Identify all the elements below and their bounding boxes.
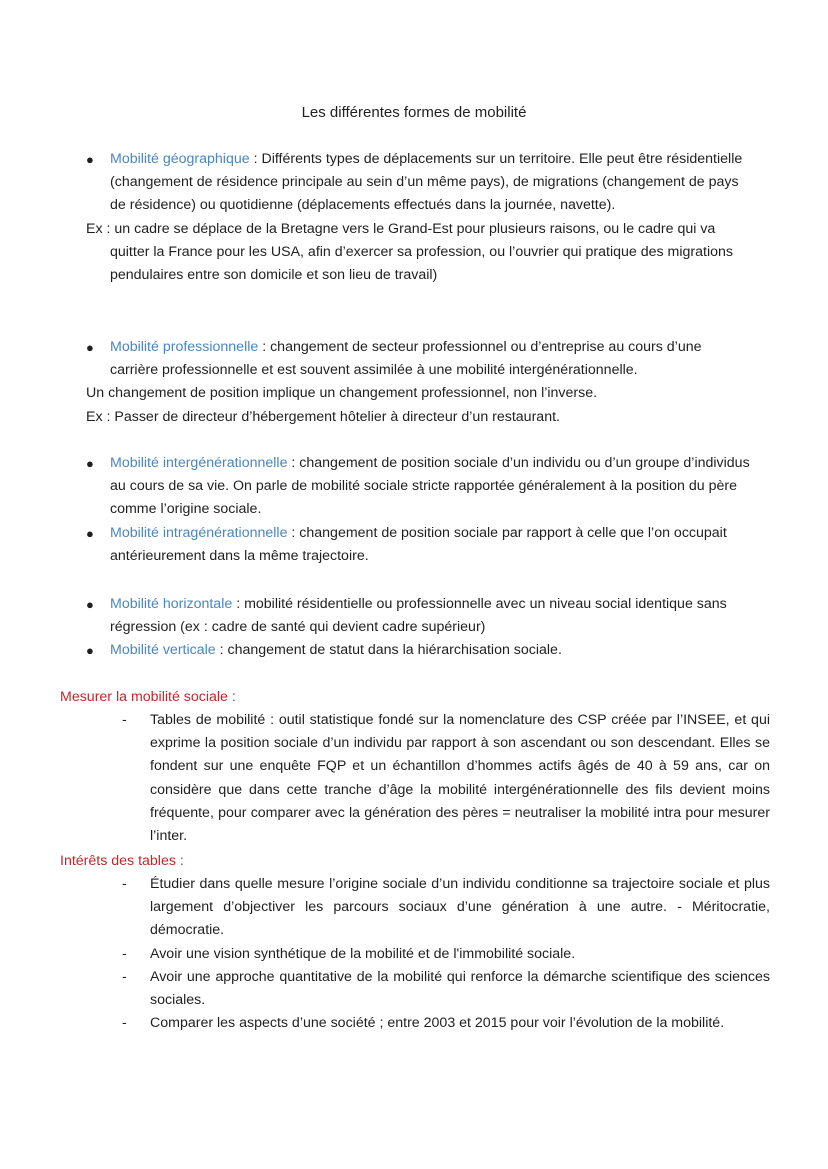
section-heading-interets: Intérêts des tables : xyxy=(60,853,184,869)
section-heading-mesurer: Mesurer la mobilité sociale : xyxy=(60,689,236,705)
term-definition: : changement de secteur professionnel ou d’entreprise au cours d’une carrière professionnelle et est souvent assimilée à une mobilité intergénérationnelle. xyxy=(110,339,702,379)
dash-marker: - xyxy=(122,945,127,962)
example-text: Ex : Passer de directeur d’hébergement hôtelier à directeur d’un restaurant. xyxy=(86,408,560,425)
remark-text: Un changement de position implique un changement professionnel, non l’inverse. xyxy=(86,385,598,402)
bullet-icon: ● xyxy=(86,525,94,541)
term-definition: : changement de statut dans la hiérarchisation sociale. xyxy=(215,642,562,659)
list-item-text: Comparer les aspects d’une société ; entre 2003 et 2015 pour voir l’évolution de la mobilité. xyxy=(150,1015,725,1032)
term-label: Mobilité horizontale xyxy=(110,596,233,612)
list-item-text: Avoir une approche quantitative de la mobilité qui renforce la démarche scientifique des sciences sociales. xyxy=(150,968,770,1009)
dash-marker: - xyxy=(122,712,127,728)
measure-list xyxy=(122,709,770,848)
example-text: Ex : un cadre se déplace de la Bretagne vers le Grand-Est pour plusieurs raisons, ou le cadre qui va quitter la France pour les USA, afin d’exercer sa profession, ou l’ouvrier qui pratique des migrations pendulaires entre son domicile et son lieu de travail) xyxy=(86,220,733,284)
interests-list xyxy=(122,873,770,1035)
bullet-item xyxy=(86,639,750,662)
bullet-item xyxy=(86,148,750,218)
bullet-icon: ● xyxy=(86,152,94,167)
bullet-icon: ● xyxy=(86,340,94,355)
list-item xyxy=(122,966,770,1012)
bullet-item xyxy=(86,452,750,522)
dash-marker: - xyxy=(122,968,127,985)
dash-marker: - xyxy=(122,876,127,892)
term-definition: : Différents types de déplacements sur un territoire. Elle peut être résidentielle (changement de résidence principale au sein d’un même pays), de migrations (changement de pays de résidence) ou quotidienne (déplacements effectués dans la journée, navette). xyxy=(110,151,743,214)
bullet-item xyxy=(86,336,750,382)
list-item xyxy=(122,873,770,943)
list-item xyxy=(122,943,770,966)
bullet-icon: ● xyxy=(86,456,94,471)
list-item-text: Tables de mobilité : outil statistique fondé sur la nomenclature des CSP créée par l’INSEE, et qui exprime la position sociale d’un individu par rapport à son ascendant ou son descendant. Elles se fondent sur une enquête FQP et un échantillon d’hommes actifs âgés de 40 à 59 ans, car on considère que dans cette tranche d’âge la mobilité intergénérationnelle des fils devient moins fréquente, pour comparer avec la génération des pères = neutraliser la mobilité intra pour mesurer l’inter. xyxy=(150,712,770,845)
term-label: Mobilité intragénérationnelle xyxy=(110,524,288,541)
bullet-icon: ● xyxy=(86,597,94,612)
list-item-text: Étudier dans quelle mesure l’origine sociale d’un individu conditionne sa trajectoire sociale et plus largement d’objectiver les parcours sociaux d’une génération à une autre. - Méritocratie, démocratie. xyxy=(150,876,770,939)
term-label: Mobilité géographique xyxy=(110,151,250,167)
dash-marker: - xyxy=(122,1015,127,1032)
list-item xyxy=(122,1012,770,1035)
page-title: Les différentes formes de mobilité xyxy=(301,104,527,121)
section-generationnelle xyxy=(86,452,750,568)
list-item xyxy=(122,709,770,848)
term-label: Mobilité intergénérationnelle xyxy=(110,455,288,471)
section-geographique xyxy=(86,148,750,287)
term-definition: : changement de position sociale par rapport à celle que l’on occupait antérieurement dans la même trajectoire. xyxy=(110,524,727,564)
list-item-text: Avoir une vision synthétique de la mobilité et de l'immobilité sociale. xyxy=(150,945,576,962)
term-definition: : mobilité résidentielle ou professionnelle avec un niveau social identique sans régression (ex : cadre de santé qui devient cadre supérieur) xyxy=(110,596,727,636)
section-professionnelle xyxy=(86,336,750,429)
bullet-item xyxy=(86,593,750,639)
bullet-item xyxy=(86,522,750,568)
section-horizontale-verticale xyxy=(86,593,750,663)
term-label: Mobilité verticale xyxy=(110,642,216,659)
term-label: Mobilité professionnelle xyxy=(110,339,259,355)
term-definition: : changement de position sociale d’un individu ou d’un groupe d’individus au cours de sa vie. On parle de mobilité sociale stricte rapportée généralement à la position du père comme l’origine sociale. xyxy=(110,455,750,518)
bullet-icon: ● xyxy=(86,643,94,659)
